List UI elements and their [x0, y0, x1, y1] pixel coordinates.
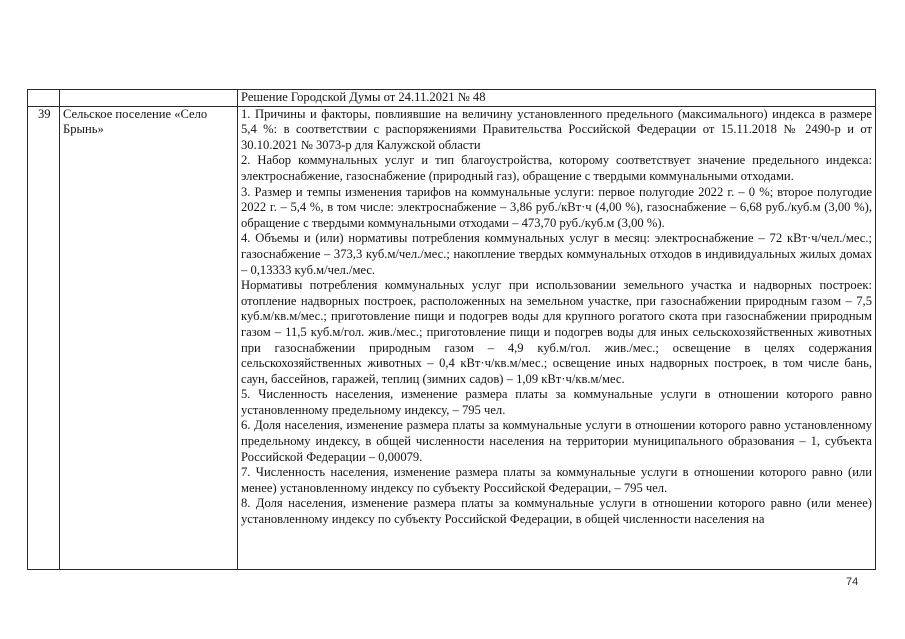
paragraph-2: 2. Набор коммунальных услуг и тип благоустройства, которому соответствует значение предельного индекса: электроснабжение, газоснабжение (природный газ), обращение с твердыми коммунальными отходами.	[241, 153, 872, 183]
paragraph-norms: Нормативы потребления коммунальных услуг при использовании земельного участка и надворных построек: отопление надворных построек, расположенных на земельном участке, при газоснабжении природным газом – 7,5 куб.м/кв.м/мес.; приготовление пищи и подогрев воды для крупного рогатого скота при газоснабжении природным газом – 11,5 куб.м/гол. жив./мес.; приготовление пищи и подогрев воды для иных сельскохозяйственных животных при газоснабжении природным газом – 4,9 куб.м/гол. жив./мес.; освещение в целях содержания сельскохозяйственных животных – 0,4 кВт·ч/кв.м/мес.; освещение иных надворных построек, в том числе бань, саун, бассейнов, гаражей, теплиц (зимних садов) – 1,09 кВт·ч/кв.м/мес.	[241, 278, 872, 386]
cell-num-empty	[28, 90, 60, 107]
tariff-table	[27, 89, 876, 570]
settlement-name: Сельское поселение «Село Брынь»	[60, 106, 238, 569]
row-number: 39	[28, 106, 60, 569]
indicators-cell	[238, 106, 876, 569]
paragraph-4: 4. Объемы и (или) нормативы потребления коммунальных услуг в месяц: электроснабжение – 72 кВт·ч/чел./мес.; газоснабжение – 373,3 куб.м/чел./мес.; накопление твердых коммунальных отходов в индивидуальных жилых домах – 0,13333 куб.м/чел./мес.	[241, 231, 872, 277]
cell-name-empty	[60, 90, 238, 107]
page-number: 74	[846, 576, 859, 588]
paragraph-1: 1. Причины и факторы, повлиявшие на величину установленного предельного (максимального) индекса в размере 5,4 %: в соответствии с распоряжениями Правительства Российской Федерации от 15.11.2018 № 2490-р и от 30.10.2021 № 3073-р для Калужской области	[241, 106, 872, 152]
paragraph-6: 6. Доля населения, изменение размера платы за коммунальные услуги в отношении которого равно установленному предельному индексу, в общей численности населения на территории муниципального образования – 1, субъекта Российской Федерации – 0,00079.	[241, 418, 872, 464]
table-row	[28, 106, 876, 569]
table-row-header	[28, 90, 876, 107]
paragraph-5: 5. Численность населения, изменение размера платы за коммунальные услуги в отношении которого равно установленному предельному индексу, – 795 чел.	[241, 387, 872, 417]
decision-reference: Решение Городской Думы от 24.11.2021 № 48	[238, 90, 876, 107]
paragraph-7: 7. Численность населения, изменение размера платы за коммунальные услуги в отношении которого равно (или менее) установленному индексу по субъекту Российской Федерации, – 795 чел.	[241, 465, 872, 495]
paragraph-8: 8. Доля населения, изменение размера платы за коммунальные услуги в отношении которого равно (или менее) установленному индексу по субъекту Российской Федерации, в общей численности населения на	[241, 496, 872, 527]
indicators-text	[241, 107, 872, 569]
paragraph-3: 3. Размер и темпы изменения тарифов на коммунальные услуги: первое полугодие 2022 г. – 0 %; второе полугодие 2022 г. – 5,4 %, в том числе: электроснабжение – 3,86 руб./кВт·ч (4,00 %), газоснабжение – 6,68 руб./куб.м (3,00 %), обращение с твердыми коммунальными отходами – 473,70 руб./куб.м (3,00 %).	[241, 184, 872, 230]
